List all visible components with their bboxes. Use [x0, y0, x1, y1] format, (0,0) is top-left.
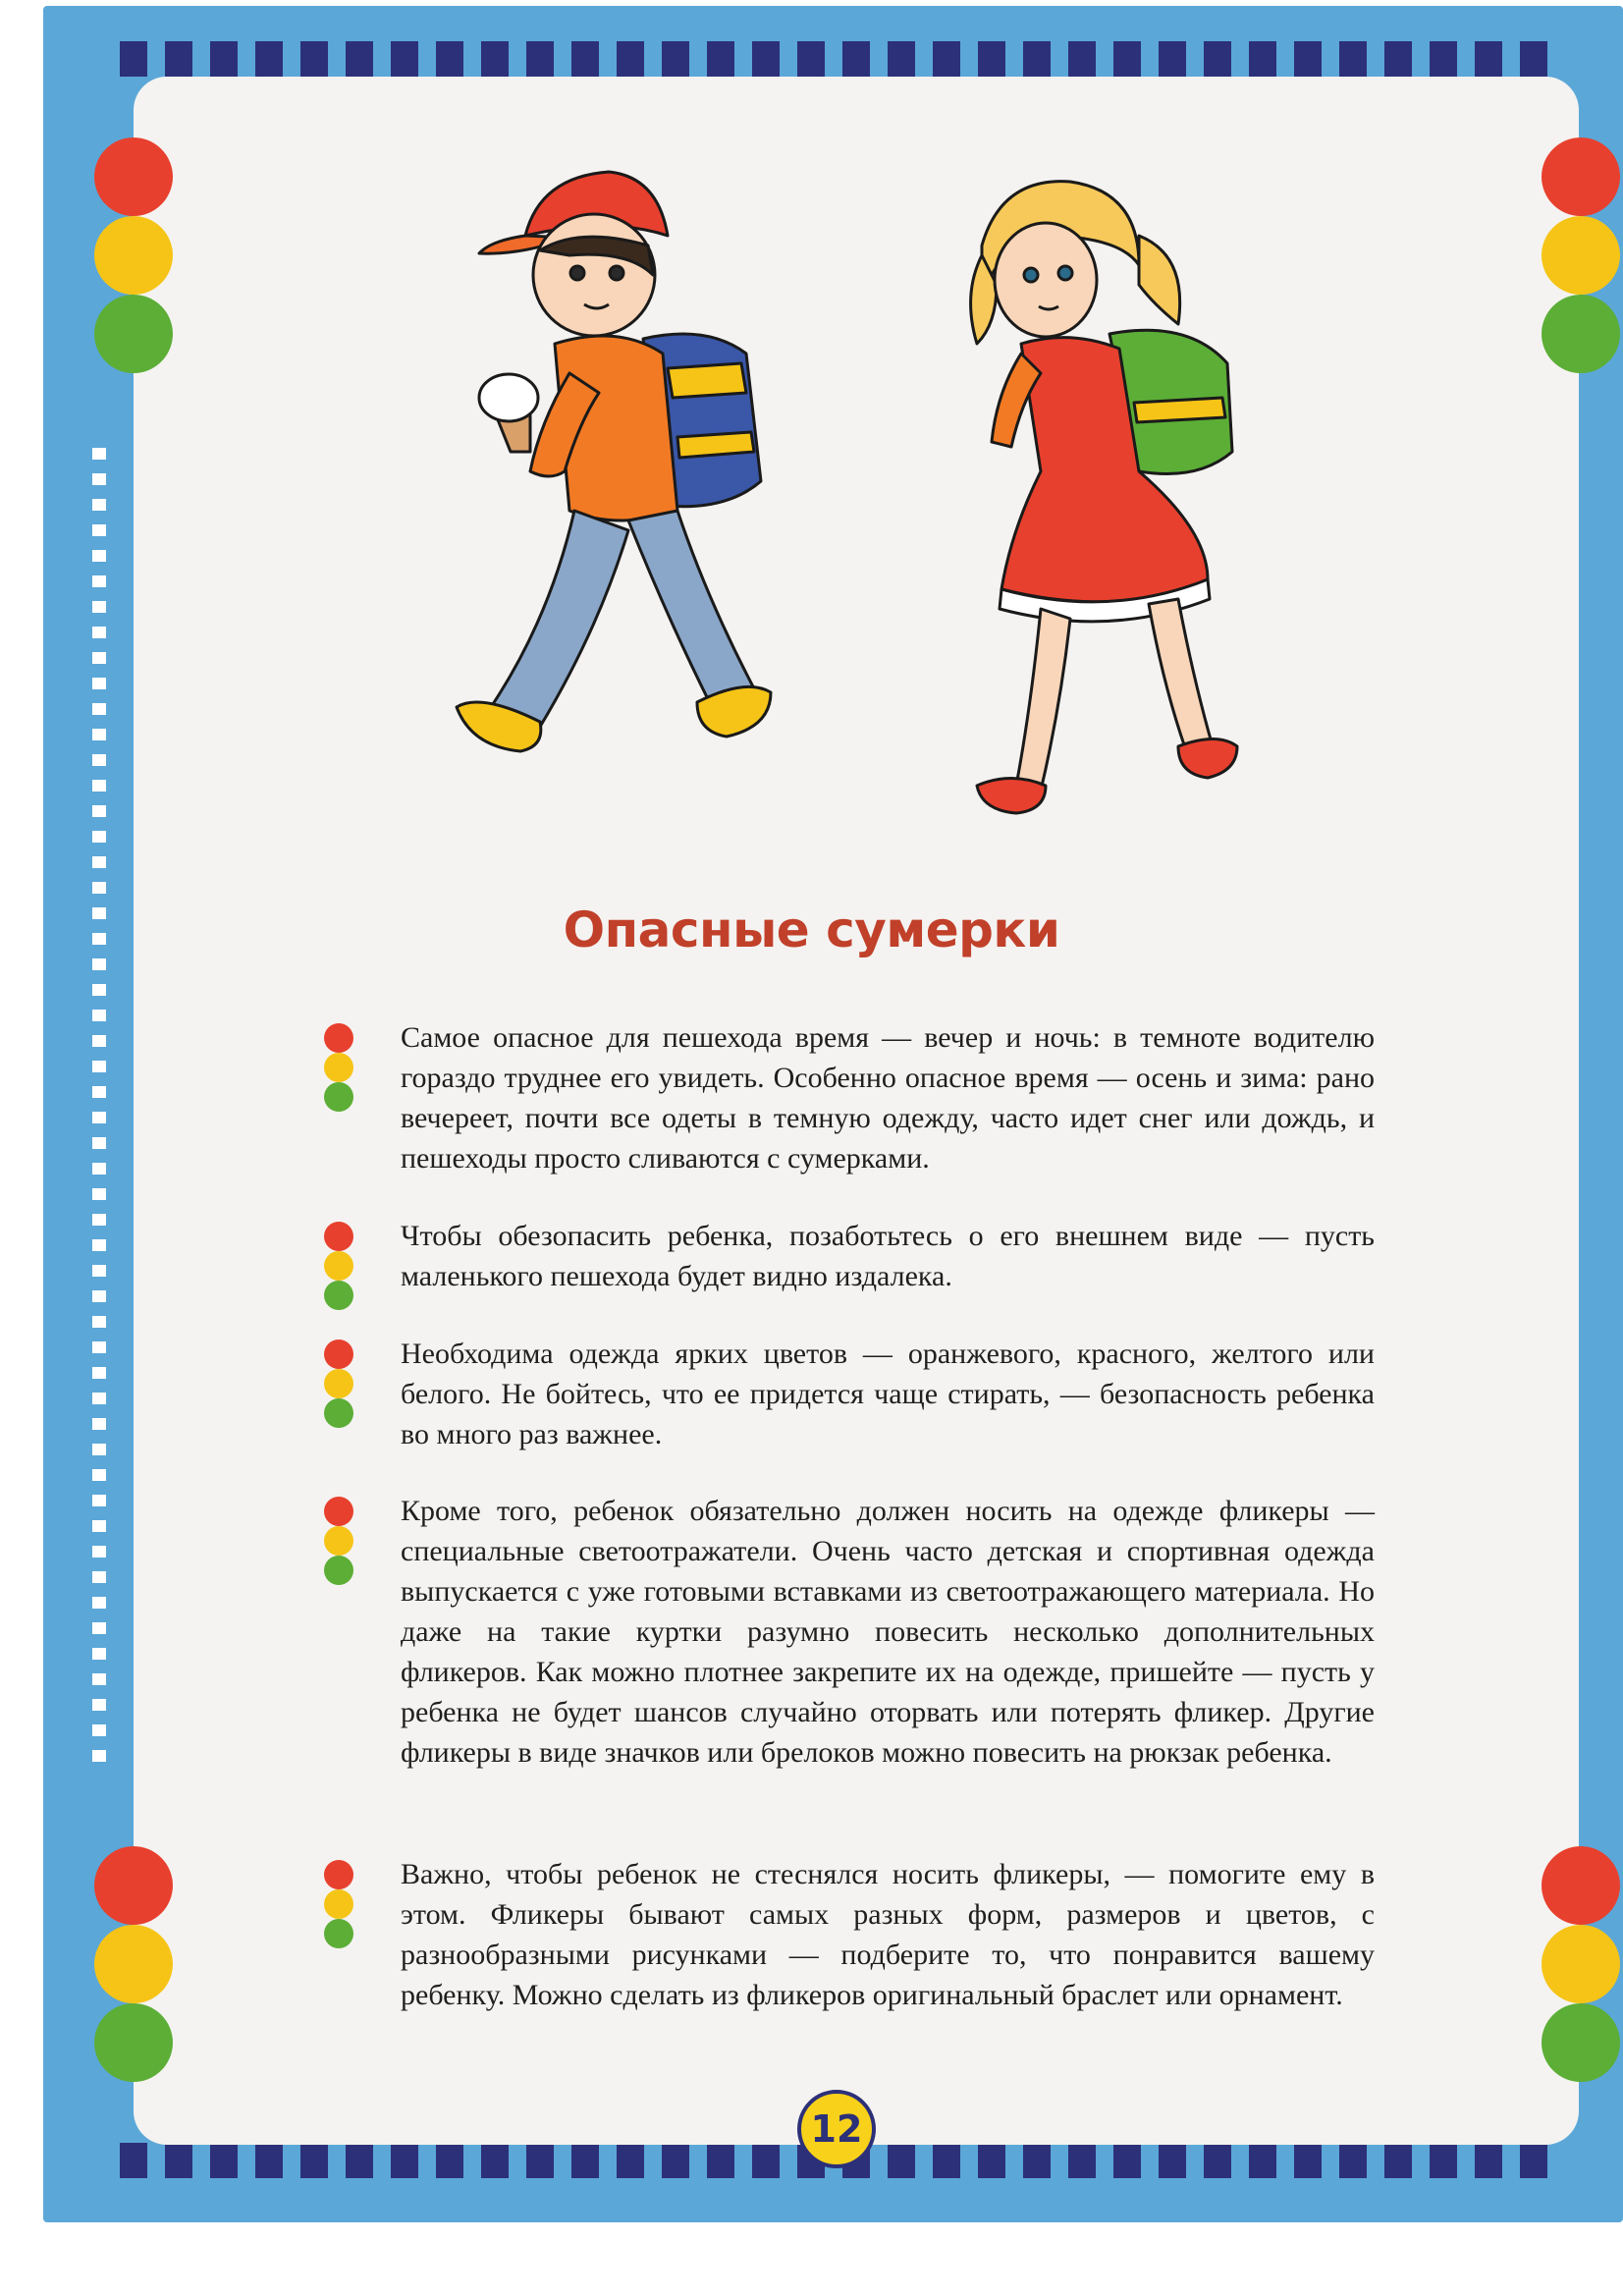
left-tick-border: [92, 448, 106, 1774]
stripe-square: [1159, 2143, 1186, 2178]
stripe-square: [1294, 41, 1322, 77]
traffic-light-bullet: [324, 1023, 353, 1112]
stripe-square: [255, 41, 283, 77]
stripe-square: [707, 2143, 734, 2178]
yellow-light-icon: [94, 1925, 173, 2003]
stripe-square: [436, 2143, 463, 2178]
stripe-square: [978, 41, 1005, 77]
stripe-square: [978, 2143, 1005, 2178]
yellow-light-icon: [324, 1526, 353, 1556]
yellow-light-icon: [324, 1251, 353, 1281]
paragraph-3: [401, 1334, 1375, 1454]
red-light-icon: [94, 1846, 173, 1925]
paragraph-text: Чтобы обезопасить ребенка, позаботьтесь о его внешнем виде — пусть маленького пешехода будет видно издалека.: [401, 1220, 1375, 1292]
paragraph-1: [401, 1017, 1375, 1178]
page-number-badge: 12: [797, 2090, 876, 2168]
stripe-square: [436, 41, 463, 77]
stripe-square: [1520, 41, 1547, 77]
stripe-square: [707, 41, 734, 77]
stripe-square: [210, 2143, 238, 2178]
stripe-square: [1249, 41, 1276, 77]
paragraph-text: Необходима одежда ярких цветов — оранжевого, красного, желтого или белого. Не бойтесь, что ее придется чаще стирать, — безопасность ребенка во много раз важнее.: [401, 1338, 1375, 1450]
green-light-icon: [324, 1082, 353, 1112]
stripe-square: [797, 41, 825, 77]
stripe-square: [888, 41, 915, 77]
stripe-square: [165, 41, 192, 77]
stripe-square: [888, 2143, 915, 2178]
stripe-square: [300, 41, 328, 77]
page-title: Опасные сумерки: [563, 902, 1060, 958]
paragraph-text: Самое опасное для пешехода время — вечер и ночь: в темноте водителю гораздо труднее его увидеть. Особенно опасное время — осень и зима: рано вечереет, почти все одеты в темную одежду, часто идет снег или дождь, и пешеходы просто сливаются с сумерками.: [401, 1021, 1375, 1175]
red-light-icon: [324, 1023, 353, 1053]
stripe-square: [842, 41, 870, 77]
stripe-square: [933, 2143, 960, 2178]
children-walking-illustration: [432, 157, 1247, 903]
top-stripe-border: [43, 41, 1623, 77]
red-light-icon: [324, 1860, 353, 1889]
stripe-square: [1249, 2143, 1276, 2178]
green-light-icon: [324, 1398, 353, 1428]
stripe-square: [1384, 2143, 1412, 2178]
red-light-icon: [94, 137, 173, 216]
green-light-icon: [94, 2003, 173, 2082]
red-light-icon: [1542, 137, 1620, 216]
red-light-icon: [1542, 1846, 1620, 1925]
yellow-light-icon: [1542, 216, 1620, 295]
yellow-light-icon: [94, 216, 173, 295]
traffic-light-bullet: [324, 1860, 353, 1948]
stripe-square: [210, 41, 238, 77]
stripe-square: [752, 41, 780, 77]
traffic-light-right-bottom: [1542, 1846, 1620, 2082]
stripe-square: [662, 41, 689, 77]
stripe-square: [255, 2143, 283, 2178]
stripe-square: [1475, 41, 1502, 77]
stripe-square: [1204, 41, 1231, 77]
green-light-icon: [324, 1281, 353, 1310]
stripe-square: [1159, 41, 1186, 77]
red-light-icon: [324, 1339, 353, 1369]
stripe-square: [120, 41, 147, 77]
stripe-square: [481, 41, 509, 77]
green-light-icon: [94, 295, 173, 373]
traffic-light-bullet: [324, 1339, 353, 1428]
yellow-light-icon: [324, 1369, 353, 1398]
stripe-square: [346, 41, 373, 77]
stripe-square: [1113, 41, 1141, 77]
yellow-light-icon: [1542, 1925, 1620, 2003]
green-light-icon: [1542, 295, 1620, 373]
stripe-square: [526, 41, 554, 77]
stripe-square: [1520, 2143, 1547, 2178]
paragraph-text: Важно, чтобы ребенок не стеснялся носить фликеры, — помогите ему в этом. Фликеры бывают самых разных форм, размеров и цветов, с разнообразными рисунками — подберите то, что понравится вашему ребенку. Можно сделать из фликеров оригинальный браслет или орнамент.: [401, 1858, 1375, 2011]
stripe-square: [120, 2143, 147, 2178]
stripe-square: [1339, 41, 1367, 77]
stripe-square: [1475, 2143, 1502, 2178]
red-light-icon: [324, 1222, 353, 1251]
stripe-square: [1339, 2143, 1367, 2178]
traffic-light-bullet: [324, 1497, 353, 1585]
stripe-square: [933, 41, 960, 77]
girl-figure: [971, 182, 1237, 813]
boy-figure: [457, 172, 771, 751]
traffic-light-left-top: [94, 137, 173, 373]
stripe-square: [526, 2143, 554, 2178]
stripe-square: [391, 2143, 418, 2178]
green-light-icon: [324, 1919, 353, 1948]
stripe-square: [1023, 41, 1051, 77]
red-light-icon: [324, 1497, 353, 1526]
stripe-square: [617, 41, 644, 77]
stripe-square: [571, 2143, 599, 2178]
green-light-icon: [1542, 2003, 1620, 2082]
stripe-square: [165, 2143, 192, 2178]
stripe-square: [1294, 2143, 1322, 2178]
paragraph-4: [401, 1491, 1375, 1773]
stripe-square: [1430, 41, 1457, 77]
stripe-square: [1113, 2143, 1141, 2178]
yellow-light-icon: [324, 1053, 353, 1082]
stripe-square: [617, 2143, 644, 2178]
stripe-square: [1068, 2143, 1096, 2178]
stripe-square: [1068, 41, 1096, 77]
traffic-light-bullet: [324, 1222, 353, 1310]
stripe-square: [391, 41, 418, 77]
stripe-square: [300, 2143, 328, 2178]
traffic-light-right-top: [1542, 137, 1620, 373]
paragraph-2: [401, 1216, 1375, 1296]
paragraph-text: Кроме того, ребенок обязательно должен носить на одежде фликеры — специальные светоотражатели. Очень часто детская и спортивная одежда выпускается с уже готовыми вставками из светоотражающего материала. Но даже на такие куртки разумно повесить несколько дополнительных фликеров. Как можно плотнее закрепите их на одежде, пришейте — пусть у ребенка не будет шансов случайно оторвать или потерять фликер. Другие фликеры в виде значков или брелоков можно повесить на рюкзак ребенка.: [401, 1495, 1375, 1769]
stripe-square: [1204, 2143, 1231, 2178]
stripe-square: [1384, 41, 1412, 77]
stripe-square: [571, 41, 599, 77]
stripe-square: [752, 2143, 780, 2178]
green-light-icon: [324, 1556, 353, 1585]
paragraph-5: [401, 1854, 1375, 2015]
yellow-light-icon: [324, 1889, 353, 1919]
stripe-square: [346, 2143, 373, 2178]
stripe-square: [481, 2143, 509, 2178]
stripe-square: [1430, 2143, 1457, 2178]
stripe-square: [662, 2143, 689, 2178]
stripe-square: [1023, 2143, 1051, 2178]
traffic-light-left-bottom: [94, 1846, 173, 2082]
